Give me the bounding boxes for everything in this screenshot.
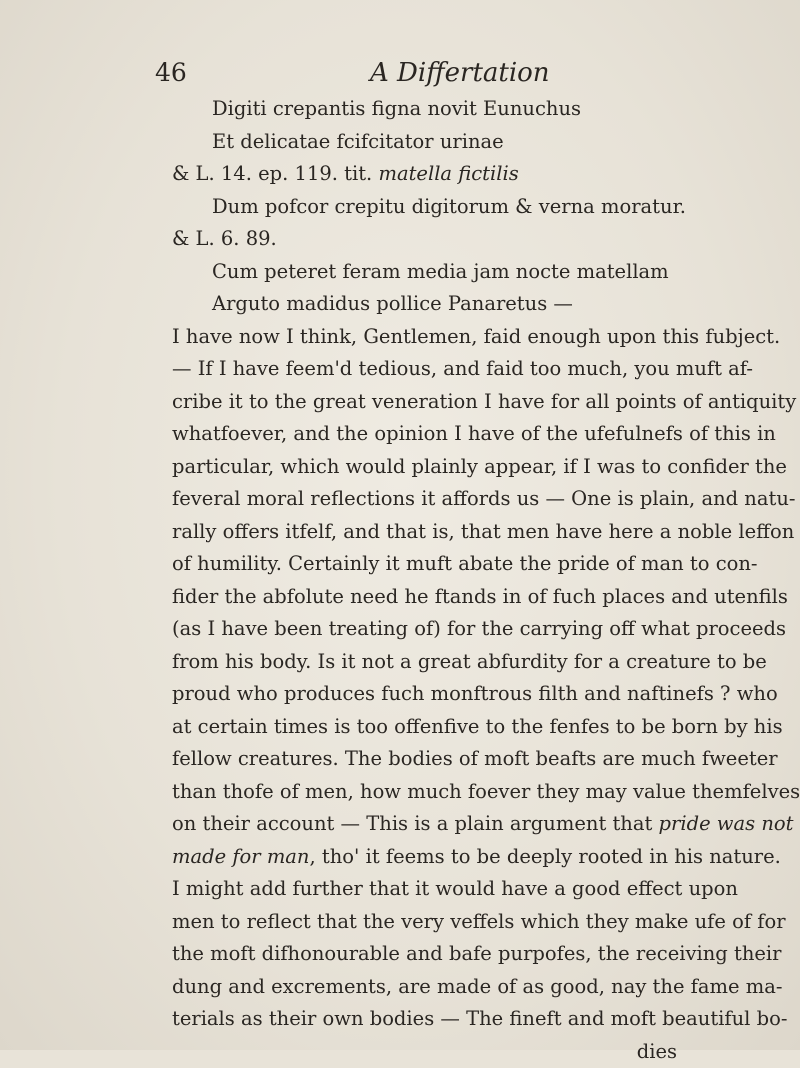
page-header [155, 58, 675, 98]
paragraph-line: whatfoever, and the opinion I have of the ufefulnefs of this in [172, 418, 677, 451]
paragraph-line: terials as their own bodies — The fineft and moft beautiful bo- [172, 1003, 677, 1036]
paragraph-line: fellow creatures. The bodies of moft beafts are much fweeter [172, 743, 677, 776]
paragraph-line: rally offers itfelf, and that is, that men have here a noble leffon [172, 516, 677, 549]
paragraph-line: of humility. Certainly it muft abate the pride of man to con- [172, 548, 677, 581]
paragraph-line: cribe it to the great veneration I have for all points of antiquity [172, 386, 677, 419]
paragraph-line: proud who produces fuch monftrous filth and naftinefs ? who [172, 678, 677, 711]
paragraph-line: feveral moral reflections it affords us — One is plain, and natu- [172, 483, 677, 516]
paragraph-line: than thofe of men, how much foever they may value themfelves [172, 776, 677, 809]
body-text [172, 93, 677, 1068]
italic-phrase: pride was not [659, 812, 794, 835]
verse-line: Digiti crepantis figna novit Eunuchus [212, 93, 677, 126]
reference-line-1 [172, 158, 677, 191]
verse-block-2 [172, 191, 677, 224]
verse-block-1 [172, 93, 677, 158]
line-text: on their account — This is a plain argument that [172, 812, 652, 835]
reference-prefix: & L. 14. ep. 119. tit. [172, 162, 372, 185]
paragraph-line: (as I have been treating of) for the carrying off what proceeds [172, 613, 677, 646]
reference-title: matella fictilis [378, 162, 518, 185]
verse-line: Cum peteret feram media jam nocte matellam [212, 256, 677, 289]
paragraph-line: — If I have feem'd tedious, and faid too much, you muft af- [172, 353, 677, 386]
paragraph-line: fider the abfolute need he ftands in of fuch places and utenfils [172, 581, 677, 614]
paragraph-line: the moft difhonourable and bafe purpofes, the receiving their [172, 938, 677, 971]
catchword: dies [172, 1036, 677, 1068]
paragraph-line: particular, which would plainly appear, if I was to confider the [172, 451, 677, 484]
page-number: 46 [155, 58, 187, 87]
paragraph-line: at certain times is too offenfive to the fenfes to be born by his [172, 711, 677, 744]
verse-line: Et delicatae fcifcitator urinae [212, 126, 677, 159]
verse-line: Dum pofcor crepitu digitorum & verna moratur. [212, 191, 677, 224]
verse-block-3 [172, 256, 677, 321]
italic-phrase: made for man [172, 845, 310, 868]
verse-line: Arguto madidus pollice Panaretus — [212, 288, 677, 321]
paragraph-line: I might add further that it would have a good effect upon [172, 873, 677, 906]
paragraph-2 [172, 873, 677, 1068]
paragraph-line-with-italic [172, 841, 677, 874]
reference-line-2: & L. 6. 89. [172, 223, 677, 256]
paragraph-line-with-italic [172, 808, 677, 841]
paragraph-line: from his body. Is it not a great abfurdity for a creature to be [172, 646, 677, 679]
paragraph-line: dung and excrements, are made of as good, nay the fame ma- [172, 971, 677, 1004]
line-text: , tho' it feems to be deeply rooted in his nature. [310, 845, 781, 868]
paragraph-line: men to reflect that the very veffels which they make ufe of for [172, 906, 677, 939]
paragraph-line: I have now I think, Gentlemen, faid enough upon this fubject. [172, 321, 677, 354]
running-title: A Differtation [370, 58, 550, 88]
paragraph-1 [172, 321, 677, 874]
